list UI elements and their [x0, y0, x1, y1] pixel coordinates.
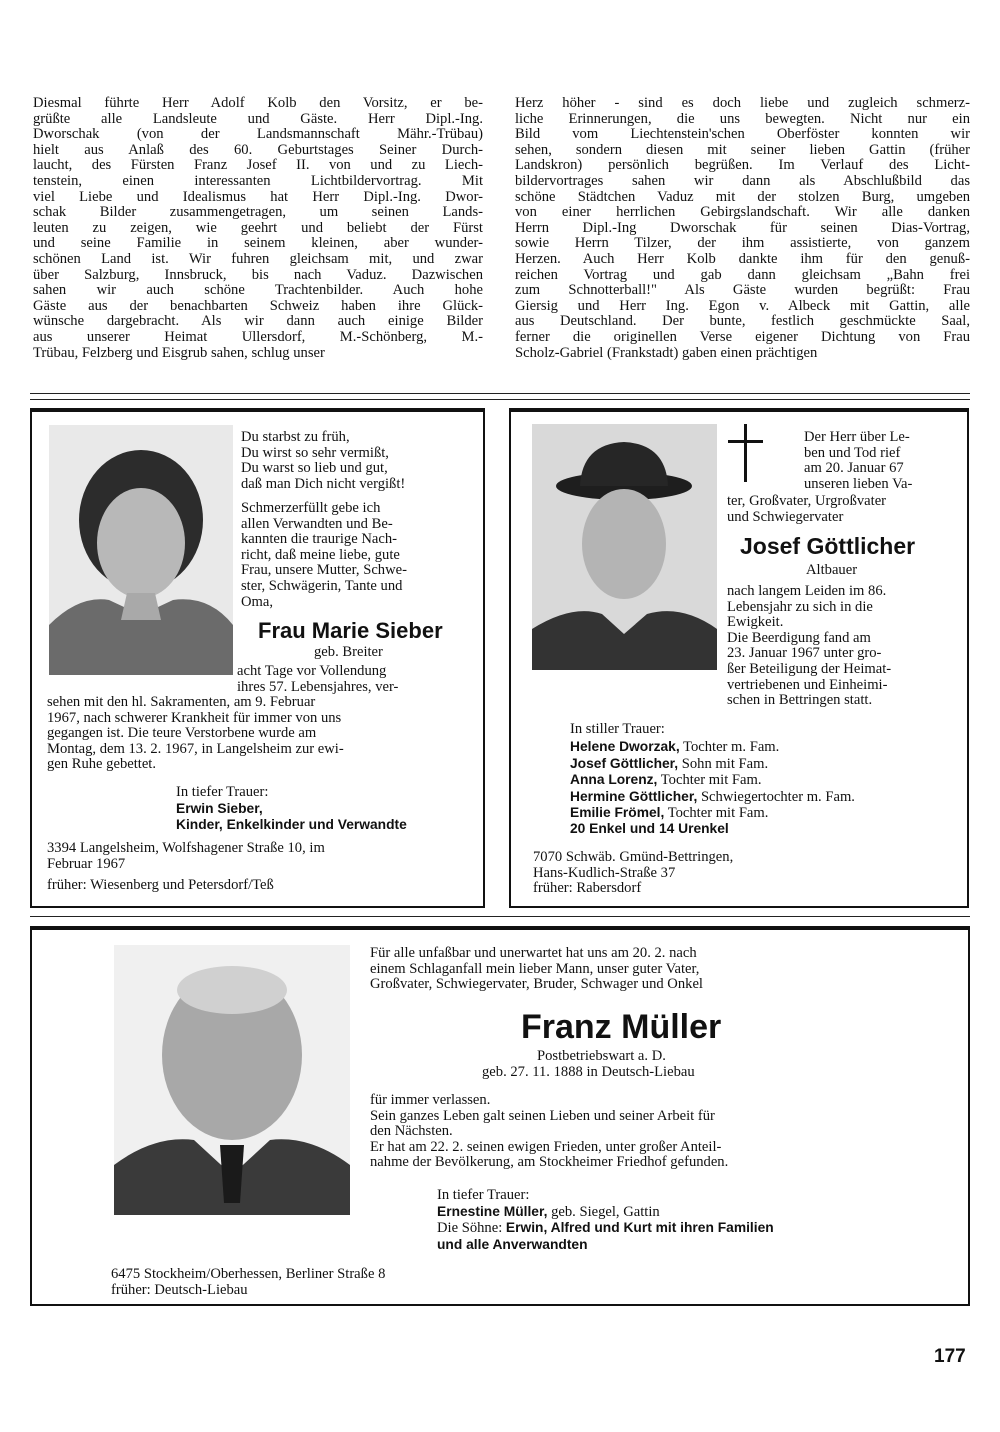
mourner — [570, 739, 855, 756]
address-line: früher: Rabersdorf — [533, 880, 642, 897]
address-line: 6475 Stockheim/Oberhessen, Berliner Straße 8 — [111, 1266, 386, 1282]
mourning-label: In tiefer Trauer: — [176, 784, 269, 800]
poem — [241, 430, 405, 492]
article-line: viel Liebe und Idealismus hat Herr Dipl.-Ing. Dwor- — [33, 188, 483, 205]
article-line: von einer herrlichen Gebirgslandschaft. Wir alle danken — [515, 204, 970, 221]
main-text — [47, 695, 467, 773]
article-line: hielt aus Anlaß des 60. Geburtstages Seiner Durch- — [33, 141, 483, 158]
text-line: acht Tage vor Vollendung — [237, 663, 387, 679]
intro-text — [241, 501, 466, 610]
deceased-name: Josef Göttlicher — [740, 533, 916, 559]
text-line: nahme der Bevölkerung, am Stockheimer Friedhof gefunden. — [370, 1154, 729, 1171]
article-line: grüßte alle Landsleute und Gäste. Herr Dipl.-Ing. — [33, 110, 483, 127]
main-text — [727, 584, 953, 709]
text-line: schen in Bettringen statt. — [727, 692, 873, 709]
mourner-relation: Tochter mit Fam. — [667, 805, 769, 822]
address — [111, 1267, 385, 1298]
mourning-label: In tiefer Trauer: — [437, 1187, 530, 1203]
address — [533, 850, 733, 897]
mourner — [570, 789, 855, 806]
article-line: Herzen. Auch Herr Kolb dankte ihm für den genuß- — [515, 250, 970, 267]
widow — [437, 1204, 660, 1221]
side-text — [237, 664, 398, 695]
text-line: allen Verwandten und Be- — [241, 515, 393, 532]
poem-line: daß man Dich nicht vergißt! — [241, 475, 406, 492]
mourner-name: Josef Göttlicher, — [570, 755, 679, 771]
text-line: Frau, unsere Mutter, Schwe- — [241, 562, 407, 579]
article-line: aus unserer Heimat Ullersdorf, M.-Schönberg, M.- — [33, 328, 483, 345]
text-line: kannten die traurige Nach- — [241, 531, 397, 548]
article-line: Landskron) persönlich begrüßen. Im Verlauf des Licht- — [515, 157, 970, 174]
article-line: sahen wir auch schöne Trachtenbilder. Auch hohe — [33, 282, 483, 299]
mourner — [570, 772, 855, 789]
text-line: Ewigkeit. — [727, 614, 784, 631]
address-line: früher: Deutsch-Liebau — [111, 1281, 248, 1298]
mourner-list — [570, 739, 855, 822]
text-line: für immer verlassen. — [370, 1092, 491, 1108]
text-line: Lebensjahr zu sich in die — [727, 598, 873, 615]
intro-text — [370, 946, 703, 993]
mourner-name: Anna Lorenz, — [570, 772, 658, 788]
portrait-sieber — [49, 425, 233, 675]
former-residence: früher: Wiesenberg und Petersdorf/Teß — [47, 877, 274, 893]
article-line: Trübau, Felzberg und Eisgrub sahen, schlug unser — [33, 344, 325, 361]
text-line: ßer Beteiligung der Heimat- — [727, 660, 892, 677]
text-line: Sein ganzes Leben galt seinen Lieben und seiner Arbeit für — [370, 1107, 715, 1124]
article-line: ferner die originellen Verse eigener Dichtung von Frau — [515, 328, 970, 345]
main-text — [370, 1093, 728, 1171]
article-line: laucht, des Fürsten Franz Josef II. von und zu Liech- — [33, 157, 483, 174]
article-line: sowie Herrn Tilzer, der ihm assistierte, von ganzem — [515, 235, 970, 252]
article-line: und seine Familie in seinem kleinen, aber wunder- — [33, 235, 483, 252]
intro-text — [804, 430, 954, 492]
article-line: Scholz-Gabriel (Frankstadt) gaben einen prächtigen — [515, 344, 818, 361]
mourner-relation: Schwiegertochter m. Fam. — [700, 788, 855, 805]
title: Postbetriebswart a. D. — [537, 1048, 666, 1064]
article-line: reichen Vortrag und gab dann gleichsam „Bahn frei — [515, 266, 970, 283]
text-line: gegangen ist. Die teure Verstorbene wurde am — [47, 725, 317, 742]
text-line: ster, Schwägerin, Tante und — [241, 577, 403, 594]
address-line: Februar 1967 — [47, 855, 126, 872]
article-line: leuten zu zeigen, wie geehrt und beliebt der Fürst — [33, 219, 483, 236]
cross-icon — [744, 424, 747, 482]
text-line: Er hat am 22. 2. seinen ewigen Frieden, unter großer Anteil- — [370, 1138, 722, 1155]
text-line: gen Ruhe gebettet. — [47, 756, 157, 773]
article-line: schöne Städtchen Vaduz mit der stolzen Burg, umgeben — [515, 188, 970, 205]
article-line: sehen, sondern diesen mit seiner lieben Gattin (früher — [515, 141, 970, 158]
mourner-name: Hermine Göttlicher, — [570, 788, 698, 804]
text-line: Montag, dem 13. 2. 1967, in Langelsheim zur ewi- — [47, 740, 344, 757]
widow-name: Ernestine Müller, — [437, 1204, 548, 1219]
cross-icon-bar — [728, 440, 763, 443]
divider — [30, 916, 970, 917]
article-line: Dworschak (von der Landsmannschaft Mähr.-Trübau) — [33, 126, 483, 143]
article-right-column — [515, 96, 970, 361]
article-line: schönen Land ist. Wir fuhren gleichsam mit, und zwar — [33, 250, 483, 267]
deceased-name: Franz Müller — [521, 1008, 722, 1046]
title: Altbauer — [806, 562, 858, 578]
text-line: sehen mit den hl. Sakramenten, am 9. Februar — [47, 694, 316, 710]
portrait-mueller — [114, 945, 350, 1215]
poem-line: Du warst so lieb und gut, — [241, 460, 388, 477]
mourner-name: Helene Dworzak, — [570, 739, 680, 754]
text-line: Schmerzerfüllt gebe ich — [241, 500, 381, 516]
text-line: Für alle unfaßbar und unerwartet hat uns am 20. 2. nach — [370, 945, 697, 961]
text-line: Großvater, Schwiegervater, Bruder, Schwager und Onkel — [370, 976, 703, 993]
mourner: Kinder, Enkelkinder und Verwandte — [176, 817, 407, 832]
divider — [30, 393, 970, 394]
article-line: zum Schnotterball!" Als Gäste wurden begrüßt: Frau — [515, 282, 970, 299]
article-line: wünsche dargebracht. Als wir dann auch einige Bilder — [33, 313, 483, 330]
mourner: Erwin Sieber, — [176, 801, 263, 816]
article-line: über Salzburg, Innsbruck, bis nach Vaduz. Dazwischen — [33, 266, 483, 283]
address-line: Hans-Kudlich-Straße 37 — [533, 864, 676, 881]
sons-names: Erwin, Alfred und Kurt mit ihren Familien — [505, 1220, 774, 1235]
text-line: Der Herr über Le- — [804, 429, 910, 445]
text-line: richt, daß meine liebe, gute — [241, 546, 400, 563]
deceased-name: Frau Marie Sieber — [258, 618, 443, 643]
divider — [30, 399, 970, 400]
article-line: Giersig und Herr Ing. Egon v. Albeck mit Gattin, alle — [515, 297, 970, 314]
sons-label: Die Söhne: — [437, 1220, 503, 1236]
text-line: 23. Januar 1967 unter gro- — [727, 645, 882, 662]
mourner-relation: Sohn mit Fam. — [681, 755, 769, 772]
page-number: 177 — [934, 1346, 966, 1367]
mourner — [570, 756, 855, 773]
text-line: am 20. Januar 67 — [804, 460, 904, 477]
text-line: unseren lieben Va- — [804, 475, 913, 492]
birth-name: geb. Breiter — [314, 644, 383, 660]
article-left-column — [33, 96, 483, 361]
mourner-relation: Tochter m. Fam. — [683, 739, 780, 755]
intro-text-cont — [727, 494, 886, 525]
text-line: 1967, nach schwerer Krankheit für immer von uns — [47, 709, 342, 726]
text-line: den Nächsten. — [370, 1123, 453, 1140]
grandchildren: 20 Enkel und 14 Urenkel — [570, 821, 729, 836]
article-line: Herz höher - sind es doch liebe und zugleich schmerz- — [515, 95, 970, 111]
poem-line: Du wirst so sehr vermißt, — [241, 444, 389, 461]
article-line: schak Bilder zusammengetragen, um seinen Lands- — [33, 204, 483, 221]
widow-detail: geb. Siegel, Gattin — [551, 1204, 660, 1220]
article-line: Diesmal führte Herr Adolf Kolb den Vorsitz, er be- — [33, 95, 483, 111]
portrait-sieber-image — [49, 425, 233, 675]
text-line: und Schwiegervater — [727, 508, 844, 525]
mourner-relation: Tochter mit Fam. — [660, 772, 762, 789]
portrait-goettlicher — [532, 424, 717, 670]
text-line: ben und Tod rief — [804, 444, 901, 461]
mourning-label: In stiller Trauer: — [570, 721, 665, 737]
article-line: aus Deutschland. Der bunte, festlich geschmückte Saal, — [515, 313, 970, 330]
article-line: Bild vom Liechtenstein'schen Oberföster konnten wir — [515, 126, 970, 143]
text-line: einem Schlaganfall mein lieber Mann, unser guter Vater, — [370, 960, 700, 977]
text-line: nach langem Leiden im 86. — [727, 583, 887, 599]
address — [47, 841, 325, 872]
text-line: ihres 57. Lebensjahres, ver- — [237, 678, 399, 695]
article-line: liche Erinnerungen, die uns bewegten. Nicht nur ein — [515, 110, 970, 127]
portrait-mueller-image — [114, 945, 350, 1215]
address-line: 3394 Langelsheim, Wolfshagener Straße 10, im — [47, 840, 325, 856]
mourner-name: Emilie Frömel, — [570, 805, 665, 821]
text-line: Oma, — [241, 593, 274, 610]
article-line: tenstein, einen interessanten Lichtbildervortrag. Mit — [33, 172, 483, 189]
article-line: bildervortrages sahen wir dann als Abschlußbild das — [515, 172, 970, 189]
sons — [437, 1220, 774, 1237]
poem-line: Du starbst zu früh, — [241, 429, 350, 445]
article-line: Gäste aus der benachbarten Schweiz haben ihre Glück- — [33, 297, 483, 314]
mourner — [570, 805, 855, 822]
article-line: Herrn Dipl.-Ing Dworschak für seinen Dias-Vortrag, — [515, 219, 970, 236]
relatives: und alle Anverwandten — [437, 1237, 588, 1252]
address-line: 7070 Schwäb. Gmünd-Bettringen, — [533, 849, 734, 865]
text-line: ter, Großvater, Urgroßvater — [727, 493, 887, 509]
portrait-goettlicher-image — [532, 424, 717, 670]
text-line: Die Beerdigung fand am — [727, 629, 871, 646]
text-line: vertriebenen und Einheimi- — [727, 676, 888, 693]
birth-date: geb. 27. 11. 1888 in Deutsch-Liebau — [482, 1064, 695, 1080]
